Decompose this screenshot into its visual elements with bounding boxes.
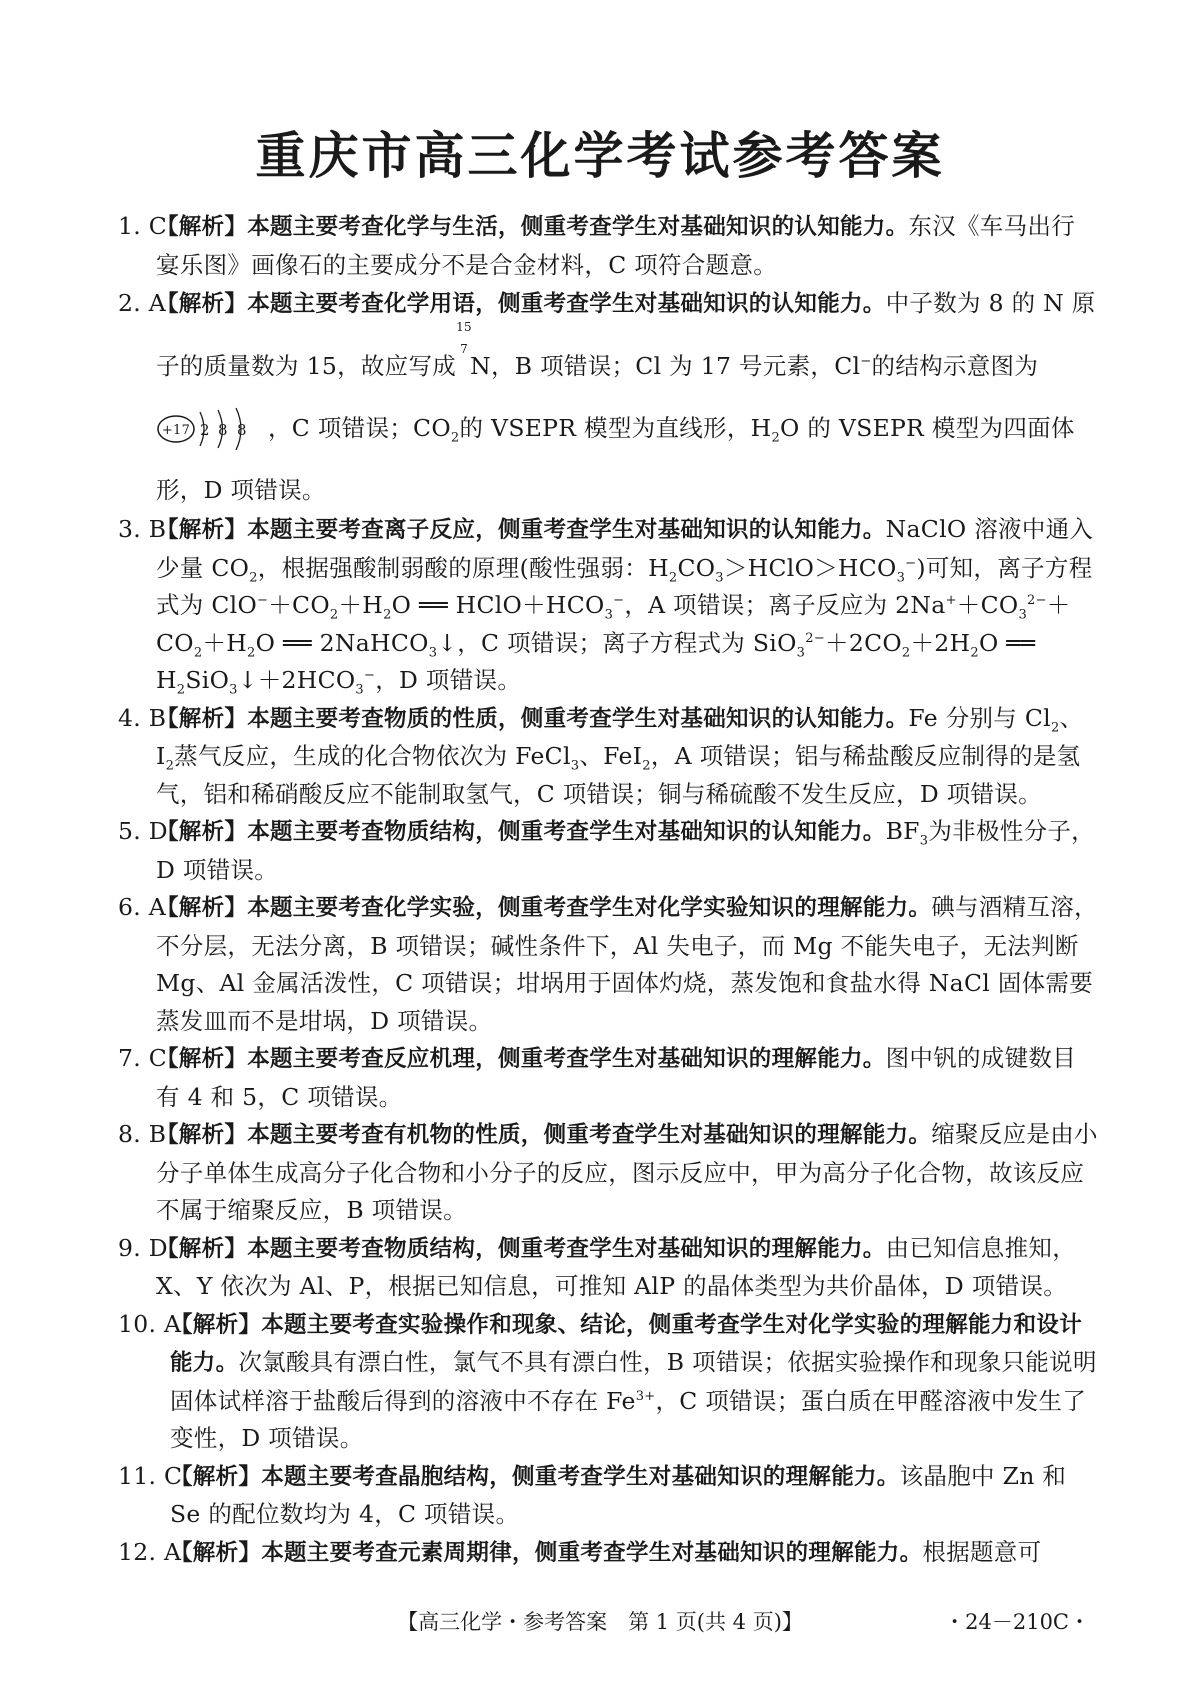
nucleus-charge: +17 [161,423,191,438]
answer-item-7 [118,1040,1098,1116]
footer-page-info: 【高三化学・参考答案 第 1 页(共 4 页)】 [397,1610,803,1634]
analysis-text: 根据题意可 [922,1537,1042,1566]
answer-item-9 [118,1230,1098,1306]
answer-item-4: 4. B 【解析】本题主要考查物质的性质，侧重考查学生对基础知识的认知能力。Fe 分别与 $Cl_2$、$I_2$蒸气反应，生成的化合物依次为 FeCl$_3$、FeI$_2$，A 项错误；铝与稀盐酸反应制得的是氢气，铝和稀硝酸反应不能制取氢气，C 项错误；铜与稀硫酸不发生反应，D 项错误。 [118,700,1098,814]
answer-number: 8. B [118,1120,167,1148]
analysis-lead: 本题主要考查物质结构，侧重考查学生对基础知识的理解能力。 [247,1235,886,1262]
analysis-lead: 本题主要考查反应机理，侧重考查学生对基础知识的理解能力。 [247,1046,886,1072]
answer-number: 10. A [118,1309,182,1338]
analysis-tag: 【解析】 [156,1122,248,1148]
analysis-text: 缩聚反应是由小分子单体生成高分子化合物和小分子的反应，图示反应中，甲为高分子化合物，故该反应不属于缩聚反应，B 项错误。 [156,1120,1098,1224]
analysis-lead: 本题主要考查物质结构，侧重考查学生对基础知识的认知能力。 [247,819,886,845]
shell-3-count: 8 [237,421,247,439]
answer-item-10: 10. A 【解析】本题主要考查实验操作和现象、结论，侧重考查学生对化学实验的理解能力和设计能力。次氯酸具有漂白性，氯气不具有漂白性，B 项错误；依据实验操作和现象只能说明固体试样溶于盐酸后得到的溶液中不存在 $Fe^{3+}$，C 项错误；蛋白质在甲醛溶液中发生了变性，D 项错误。 [118,1306,1098,1458]
answer-item-11 [118,1458,1098,1534]
analysis-tag: 【解析】 [156,895,248,921]
answer-number: 7. C [118,1044,168,1072]
analysis-tag: 【解析】 [156,517,248,543]
analysis-text: 由已知信息推知，X、Y 依次为 Al、P，根据已知信息，可推知 AlP 的晶体类型为共价晶体，D 项错误。 [156,1233,1077,1300]
nuclide-symbol: 15 7 N [456,320,491,380]
analysis-text: 碘与酒精互溶，不分层，无法分离，B 项错误；碱性条件下，Al 失电子，而 Mg 不能失电子，无法判断 Mg、Al 金属活泼性，C 项错误；坩埚用于固体灼烧，蒸发饱和食盐水得 NaCl 固体需要蒸发皿而不是坩埚，D 项错误。 [156,893,1098,1035]
analysis-tag: 【解析】 [170,1311,262,1338]
analysis-tag: 【解析】 [156,1235,248,1262]
footer-exam-code: ・24－210C・ [944,1610,1090,1634]
chloride-ion-structure-diagram [156,414,268,444]
analysis-tag: 【解析】 [156,214,248,240]
answer-item-6 [118,889,1098,1040]
page-title: 重庆市高三化学考试参考答案 [255,127,945,185]
answer-item-8 [118,1116,1098,1230]
answer-number: 6. A [118,893,167,921]
answer-number: 2. A [118,289,167,317]
analysis-tag: 【解析】 [156,705,248,732]
shell-2-count: 8 [218,421,228,439]
page-footer [0,1606,1200,1642]
analysis-tag: 【解析】 [170,1463,262,1490]
answer-list [118,208,1098,1572]
answer-item-2: 2. A 【解析】本题主要考查化学用语，侧重考查学生对基础知识的认知能力。中子数为 8 的 N 原子的质量数为 15，故应写成 15 7 N，B 项错误；Cl 为 17 号元素，Cl−的结构示意图为 +17 2 8 8 ，C 项错误；$CO_2$的 VSEPR 模型为直线形，$H_2O$ 的 VSEPR 模型为四面体形，D 项错误。 [118,272,1098,521]
answer-item-5: 5. D 【解析】本题主要考查物质结构，侧重考查学生对基础知识的认知能力。$BF_3$为非极性分子，D 项错误。 [118,813,1098,889]
analysis-lead: 本题主要考查离子反应，侧重考查学生对基础知识的认知能力。 [247,517,886,543]
analysis-tag: 【解析】 [170,1539,262,1566]
answer-item-12 [118,1534,1098,1573]
analysis-text: 该晶胞中 Zn 和 Se 的配位数均为 4，C 项错误。 [170,1461,1067,1528]
analysis-tag: 【解析】 [156,1046,248,1072]
analysis-text: 图中钒的成键数目有 4 和 5，C 项错误。 [156,1044,1077,1111]
analysis-lead: 本题主要考查化学实验，侧重考查学生对化学实验知识的理解能力。 [247,895,932,921]
analysis-text: 东汉《车马出行宴乐图》画像石的主要成分不是合金材料，C 项符合题意。 [156,212,1076,279]
answer-number: 4. B [118,703,167,732]
answer-number: 1. C [118,212,168,240]
answer-number: 12. A [118,1537,182,1566]
analysis-tag: 【解析】 [156,819,248,845]
answer-number: 9. D [118,1233,168,1262]
analysis-lead: 本题主要考查晶胞结构，侧重考查学生对基础知识的理解能力。 [261,1463,900,1490]
shell-1-count: 2 [200,421,210,439]
analysis-tag: 【解析】 [156,291,248,317]
answer-number: 11. C [118,1461,183,1490]
analysis-text: 中子数为 8 的 N 原子的质量数为 15，故应写成 [156,289,1096,380]
answer-number: 5. D [118,817,168,845]
analysis-lead: 本题主要考查有机物的性质，侧重考查学生对基础知识的理解能力。 [247,1122,932,1148]
analysis-lead: 本题主要考查元素周期律，侧重考查学生对基础知识的理解能力。 [261,1539,923,1566]
analysis-lead: 本题主要考查化学用语，侧重考查学生对基础知识的认知能力。 [247,291,886,317]
analysis-lead: 本题主要考查物质的性质，侧重考查学生对基础知识的认知能力。 [247,705,909,732]
analysis-lead: 本题主要考查化学与生活，侧重考查学生对基础知识的认知能力。 [247,214,909,240]
answer-item-3: 3. B 【解析】本题主要考查离子反应，侧重考查学生对基础知识的认知能力。NaClO 溶液中通入少量 $CO_2$，根据强酸制弱酸的原理(酸性强弱：$H_2CO_3>HClO>HCO_3^-$)可知，离子方程式为 $ClO^-+CO_2+H_2O$ ══ $HClO+HCO_3^-$，A 项错误；离子反应为 $2Na^++CO_3^{2-}+CO_2+H_2O$ ══ 2NaHCO$_3$↓，C 项错误；离子方程式为 $SiO_3^{2-}+2CO_2+2H_2O$ ══ $H_2SiO_3↓+2HCO_3^-$，D 项错误。 [118,511,1098,700]
answer-number: 3. B [118,515,167,543]
analysis-lead: 本题主要考查实验操作和现象、结论，侧重考查学生对化学实验的理解能力和设计能力。 [170,1311,1083,1376]
